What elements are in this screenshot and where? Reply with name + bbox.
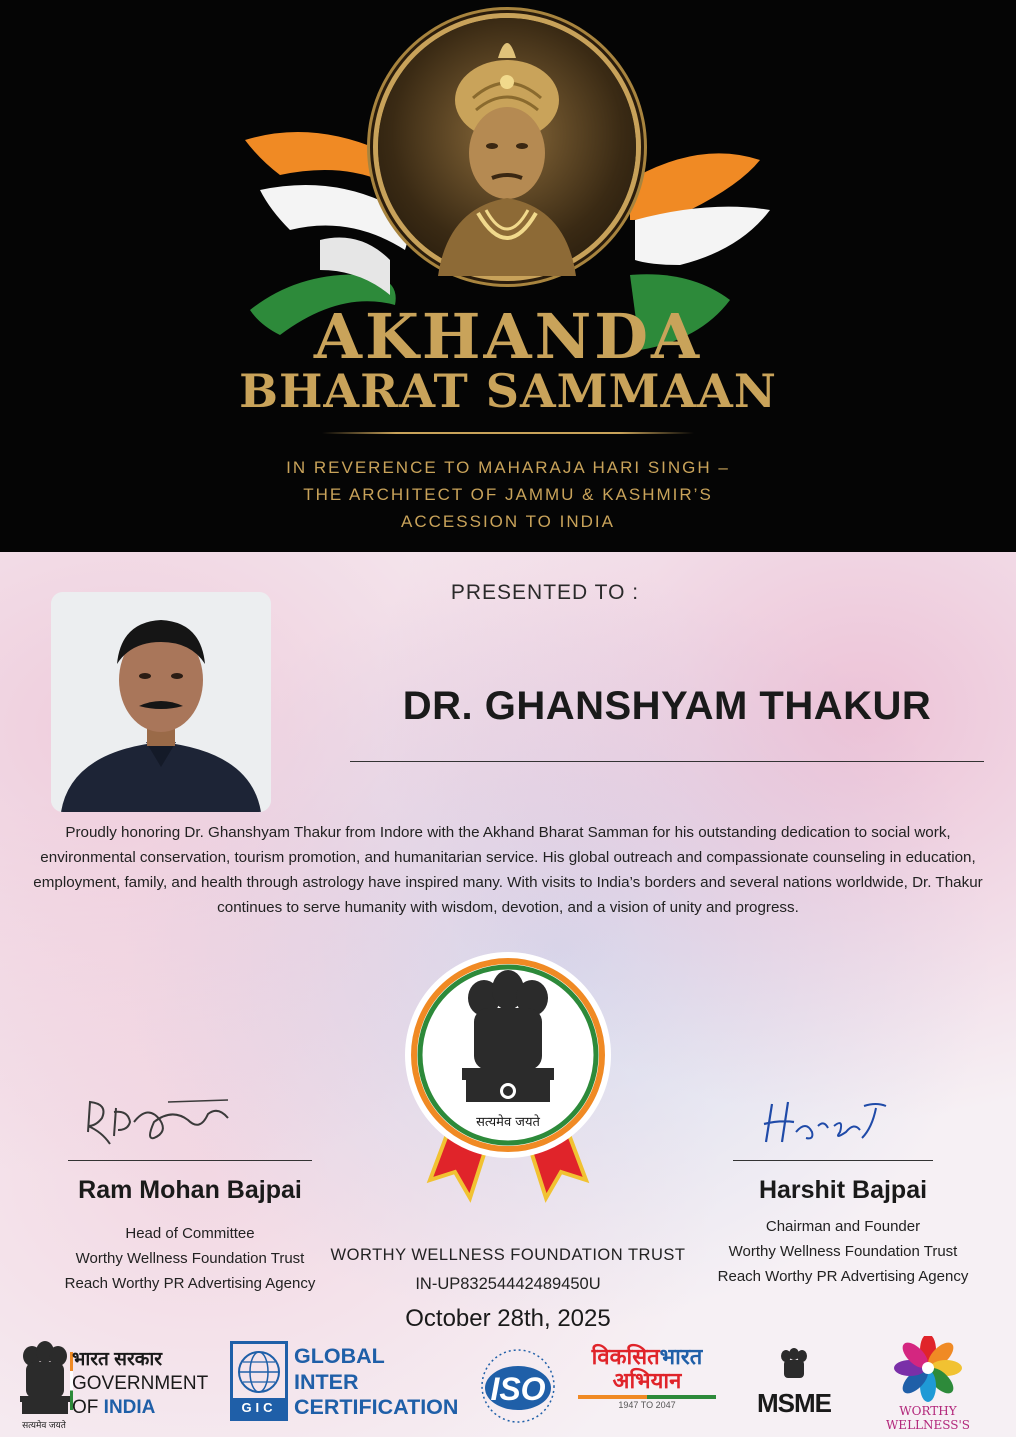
gic-line2: INTER <box>294 1369 359 1394</box>
msme-text: MSME <box>757 1388 831 1418</box>
worthy-wellness-flower-icon <box>858 1336 998 1406</box>
portrait-illustration <box>378 18 636 276</box>
issue-date: October 28th, 2025 <box>405 1305 611 1332</box>
viksit-years: 1947 TO 2047 <box>618 1400 676 1410</box>
left-signatory-org1: Worthy Wellness Foundation Trust <box>75 1250 305 1267</box>
award-title-line2: BHARAT SAMMAAN <box>239 364 777 418</box>
viksit-line2: अभियान <box>612 1368 682 1393</box>
goi-text <box>72 1348 208 1420</box>
globe-icon <box>233 1346 285 1398</box>
reverence-line2: THE ARCHITECT OF JAMMU & KASHMIR’S <box>303 485 713 504</box>
signature-ram-mohan-bajpai <box>68 1092 312 1160</box>
gic-line1: GLOBAL <box>294 1344 385 1368</box>
signature-line-left <box>68 1160 312 1161</box>
viksit-word2: भारत <box>659 1344 703 1369</box>
presented-to-label: PRESENTED TO : <box>450 581 640 604</box>
msme-emblem-icon <box>781 1348 807 1378</box>
recipient-photo <box>51 592 271 812</box>
msme-logo <box>748 1348 840 1422</box>
viksit-line1 <box>572 1345 722 1369</box>
name-underline <box>350 761 984 762</box>
left-signatory-org2: Reach Worthy PR Advertising Agency <box>64 1275 316 1292</box>
award-title-line1: AKHANDA <box>313 300 703 373</box>
left-signatory-role: Head of Committee <box>125 1225 255 1242</box>
right-signatory-org2: Reach Worthy PR Advertising Agency <box>717 1268 969 1285</box>
issuer-registration-number: IN-UP83254442489450U <box>415 1275 601 1293</box>
reverence-line3: ACCESSION TO INDIA <box>401 512 615 531</box>
gic-badge <box>230 1341 288 1421</box>
recipient-portrait-illustration <box>51 592 271 812</box>
maharaja-portrait-medallion <box>378 18 636 276</box>
gold-divider <box>322 432 694 434</box>
national-emblem-seal <box>400 950 616 1210</box>
reverence-line1: IN REVERENCE TO MAHARAJA HARI SINGH – <box>286 458 730 477</box>
iso-logo <box>472 1346 568 1426</box>
recipient-name: DR. GHANSHYAM THAKUR <box>402 684 932 728</box>
viksit-bharat-logo <box>572 1345 722 1410</box>
reverence-text <box>0 454 1016 535</box>
worthy-wellness-text: WORTHY WELLNESS'S <box>885 1404 971 1432</box>
gic-line3: CERTIFICATION <box>294 1395 459 1419</box>
left-signatory-details <box>30 1221 350 1296</box>
right-signatory-name: Harshit Bajpai <box>758 1176 928 1204</box>
iso-text: ISO <box>490 1371 546 1407</box>
issuer-trust-name: WORTHY WELLNESS FOUNDATION TRUST <box>330 1246 686 1264</box>
gic-text <box>294 1344 458 1421</box>
goi-line2-accent: INDIA <box>103 1397 156 1418</box>
lion-capital-icon <box>462 970 554 1102</box>
left-signatory-name: Ram Mohan Bajpai <box>78 1176 302 1204</box>
goi-hindi: भारत सरकार <box>72 1349 163 1370</box>
gic-abbr: GIC <box>233 1398 285 1418</box>
right-signatory-details <box>683 1214 1003 1289</box>
right-signatory-role: Chairman and Founder <box>765 1218 921 1235</box>
signature-line-right <box>733 1160 933 1161</box>
goi-line1: GOVERNMENT <box>72 1373 209 1394</box>
seal-motto: सत्यमेव जयते <box>476 1115 540 1130</box>
viksit-tricolor-stripe <box>578 1395 716 1399</box>
goi-line2-prefix: OF <box>72 1397 104 1418</box>
signature-harshit-bajpai <box>736 1092 936 1160</box>
right-signatory-org1: Worthy Wellness Foundation Trust <box>728 1243 958 1260</box>
citation-text: Proudly honoring Dr. Ghanshyam Thakur from Indore with the Akhand Bharat Samman for his outstanding dedication to social work, environmental conservation, tourism promotion, and humanitarian service. His global outreach and compassionate counseling in education, employment, family, and health through astrology have inspired many. With visits to India’s borders and several nations worldwide, Dr. Thakur continues to serve humanity with wisdom, devotion, and a vision of unity and progress. <box>33 824 983 916</box>
viksit-word1: विकसित <box>591 1344 660 1369</box>
goi-motto: सत्यमेव जयते <box>22 1420 66 1430</box>
goi-line2 <box>72 1396 208 1420</box>
certificate-header <box>0 0 1016 552</box>
